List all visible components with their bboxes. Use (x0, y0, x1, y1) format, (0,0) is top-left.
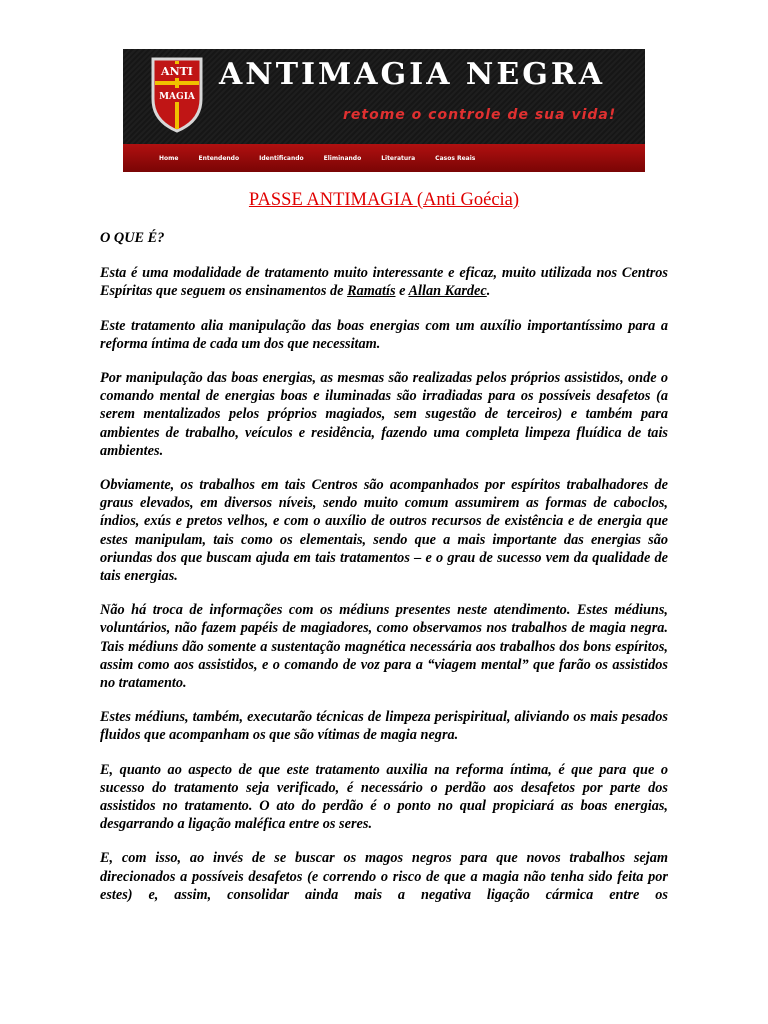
document-title: PASSE ANTIMAGIA (Anti Goécia) (248, 190, 520, 210)
paragraph-1 (100, 264, 668, 300)
nav-bar (123, 144, 645, 172)
nav-entendendo[interactable]: Entendendo (198, 154, 240, 162)
paragraph-1-text: Esta é uma modalidade de tratamento muito interessante e eficaz, muito utilizada nos Centros Espíritas que seguem os ensinamentos de (100, 265, 668, 300)
ramatis-link[interactable]: Ramatís (347, 283, 396, 300)
paragraph-6: Estes médiuns, também, executarão técnicas de limpeza perispiritual, aliviando os mais pesados fluidos que acompanham os que são vítimas de magia negra. (100, 709, 668, 744)
paragraph-1-end: . (486, 283, 491, 300)
document-body (100, 229, 668, 920)
nav-home[interactable]: Home (159, 154, 179, 162)
paragraph-7: E, quanto ao aspecto de que este tratamento auxilia na reforma íntima, é que para que o sucesso do tratamento seja verificado, é necessário o perdão aos desafetos por parte dos assistidos no tratamento. O ato do perdão é o ponto no qual propiciará as boas energias, desgarrando a ligação maléfica entre os seres. (100, 761, 668, 833)
banner-title: ANTIMAGIA NEGRA (219, 57, 606, 92)
nav-identificando[interactable]: Identificando (259, 154, 304, 162)
paragraph-8: E, com isso, ao invés de se buscar os magos negros para que novos trabalhos sejam direcionados a possíveis desafetos (e correndo o risco de que a magia não tenha sido feita por estes) e, assim, consolidar ainda mais a negativa ligação cármica entre os (100, 850, 668, 903)
shield-text-top: ANTI (161, 65, 193, 78)
paragraph-4: Obviamente, os trabalhos em tais Centros são acompanhados por espíritos trabalhadores de graus elevados, em diversos níveis, sendo muito comum assumirem as formas de caboclos, índios, exús e pretos velhos, e com o auxílio de outros recursos de existência e de energia que estes manipulam, tais como os elementais, sendo que a mais importante das energias são oriundas dos que buscam ajuda em tais tratamentos – e o grau de sucesso vem da qualidade de tais energias. (100, 477, 668, 585)
nav-casos-reais[interactable]: Casos Reais (435, 154, 476, 162)
paragraph-3: Por manipulação das boas energias, as mesmas são realizadas pelos próprios assistidos, onde o comando mental de energias boas e iluminadas são irradiadas para os possíveis desafetos (a serem mentalizados pelos próprios magiados, sem sugestão de terceiros) e também para ambientes de trabalho, veículos e residência, fazendo uma completa limpeza fluídica de tais ambientes. (100, 370, 668, 459)
allan-kardec-link[interactable]: Allan Kardec (408, 283, 487, 300)
shield-text-bottom: MAGIA (159, 92, 195, 102)
banner-subtitle: retome o controle de sua vida! (343, 107, 617, 123)
nav-eliminando[interactable]: Eliminando (323, 154, 362, 162)
nav-literatura[interactable]: Literatura (381, 154, 416, 162)
site-banner (123, 49, 645, 172)
anti-magia-shield-logo (151, 55, 203, 133)
paragraph-1-connector: e (395, 283, 409, 300)
paragraph-5: Não há troca de informações com os médiuns presentes neste atendimento. Estes médiuns, voluntários, não fazem papéis de magiadores, como observamos nos trabalhos de magia negra. Tais médiuns dão somente a sustentação magnética necessária aos trabalhos dos bons espíritos, assim como aos assistidos, e o comando de voz para a “viagem mental” que farão os assistidos no tratamento. (100, 602, 668, 692)
paragraph-2: Este tratamento alia manipulação das boas energias com um auxílio importantíssimo para a reforma íntima de cada um dos que necessitam. (100, 317, 668, 352)
section-heading: O QUE É? (100, 230, 165, 246)
